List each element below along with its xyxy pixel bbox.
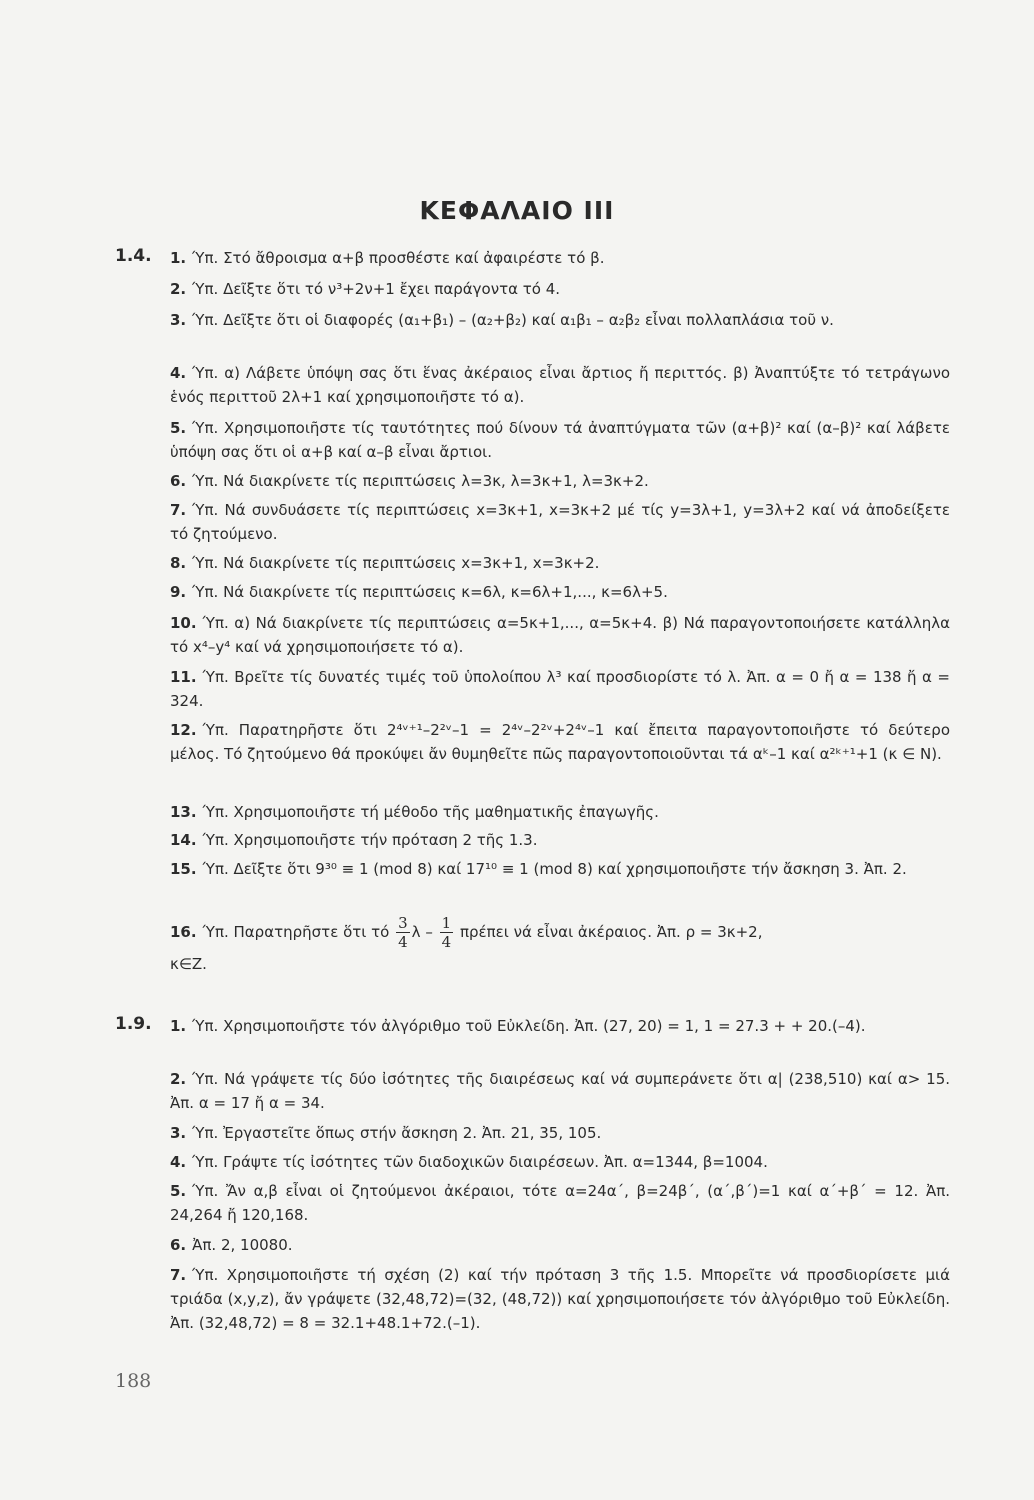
exercise-text: Ύπ. Δεῖξτε ὅτι 9³⁰ ≡ 1 (mod 8) καί 17¹⁰ ≡ 1 (mod 8) καί χρησιμοποιῆστε τήν ἄσκηση 3. Ἀπ. 2. (202, 860, 907, 878)
exercise-continuation: κ∈Ζ. (170, 955, 207, 973)
exercise-text: Ύπ. Χρησιμοποιῆστε τή μέθοδο τῆς μαθηματικῆς ἐπαγωγῆς. (202, 803, 659, 821)
exercise-text: Ύπ. Νά διακρίνετε τίς περιπτώσεις λ=3κ, λ=3κ+1, λ=3κ+2. (192, 472, 649, 490)
exercise-text: Ύπ. Γράψτε τίς ἰσότητες τῶν διαδοχικῶν διαιρέσεων. Ἀπ. α=1344, β=1004. (192, 1153, 768, 1171)
exercise-number: 11. (170, 668, 197, 686)
exercise-1-9-6 (170, 1234, 950, 1258)
exercise-1-4-10 (170, 612, 950, 660)
fraction (440, 914, 454, 951)
exercise-1-4-5 (170, 417, 950, 465)
fraction (396, 914, 410, 951)
exercise-text: Ύπ. Χρησιμοποιῆστε τήν πρόταση 2 τῆς 1.3. (202, 831, 538, 849)
exercise-1-4-1 (170, 247, 950, 271)
exercise-text: Ύπ. Παρατηρῆστε ὅτι 2⁴ᵛ⁺¹–2²ᵛ–1 = 2⁴ᵛ–2²ᵛ+2⁴ᵛ–1 καί ἔπειτα παραγοντοποιῆστε τό δεύτερο μέλος. Τό ζητούμενο θά προκύψει ἄν θυμηθεῖτε πῶς παραγοντοποιοῦνται τά αᵏ–1 καί α²ᵏ⁺¹+1 (κ ∈ Ν). (170, 721, 950, 763)
exercise-text: πρέπει νά εἶναι ἀκέραιος. Ἀπ. ρ = 3κ+2, (459, 923, 763, 941)
exercise-number: 10. (170, 614, 197, 632)
exercise-1-4-8 (170, 552, 950, 576)
exercise-number: 6. (170, 1236, 187, 1254)
exercise-number: 12. (170, 721, 197, 739)
exercise-text: Ύπ. Ἄν α,β εἶναι οἱ ζητούμενοι ἀκέραιοι, τότε α=24α΄, β=24β΄, (α΄,β΄)=1 καί α΄+β΄ = 12. Ἀπ. 24,264 ἤ 120,168. (170, 1182, 950, 1224)
exercise-text: Ύπ. Ἐργαστεῖτε ὅπως στήν ἄσκηση 2. Ἀπ. 21, 35, 105. (192, 1124, 602, 1142)
exercise-1-4-14 (170, 829, 950, 853)
exercise-text: Ύπ. Χρησιμοποιῆστε τόν ἀλγόριθμο τοῦ Εὐκλείδη. Ἀπ. (27, 20) = 1, 1 = 27.3 + + 20.(–4). (192, 1017, 866, 1035)
exercise-1-4-12 (170, 719, 950, 767)
exercise-text: Ύπ. Νά διακρίνετε τίς περιπτώσεις κ=6λ, κ=6λ+1,..., κ=6λ+5. (192, 583, 668, 601)
exercise-number: 5. (170, 419, 187, 437)
exercise-number: 1. (170, 1017, 187, 1035)
exercise-1-9-3 (170, 1122, 950, 1146)
chapter-title: ΚΕΦΑΛΑΙΟ III (419, 196, 615, 225)
exercise-1-9-5 (170, 1180, 950, 1228)
exercise-1-9-7 (170, 1264, 950, 1335)
exercise-number: 6. (170, 472, 187, 490)
math-variable: λ – (411, 923, 433, 941)
fraction-numerator: 3 (398, 914, 408, 932)
exercise-1-4-7 (170, 499, 950, 547)
exercise-text: Ύπ. Δεῖξτε ὅτι οἱ διαφορές (α₁+β₁) – (α₂+β₂) καί α₁β₁ – α₂β₂ εἶναι πολλαπλάσια τοῦ ν. (192, 311, 834, 329)
exercise-text: Ύπ. Παρατηρῆστε ὅτι τό (202, 923, 390, 941)
exercise-number: 3. (170, 311, 187, 329)
exercise-number: 9. (170, 583, 187, 601)
exercise-text: Ύπ. Δεῖξτε ὅτι τό ν³+2ν+1 ἔχει παράγοντα τό 4. (192, 280, 561, 298)
exercise-text: Ύπ. Νά διακρίνετε τίς περιπτώσεις x=3κ+1, x=3κ+2. (192, 554, 600, 572)
exercise-number: 4. (170, 364, 187, 382)
section-number-1-9: 1.9. (115, 1014, 152, 1034)
exercise-text: Ἀπ. 2, 10080. (192, 1236, 293, 1254)
exercise-text: Ύπ. Χρησιμοποιῆστε τίς ταυτότητες πού δίνουν τά ἀναπτύγματα τῶν (α+β)² καί (α–β)² καί λάβετε ὑπόψη σας ὅτι οἱ α+β καί α–β εἶναι ἄρτιοι. (170, 419, 950, 461)
exercise-1-4-16 (170, 914, 950, 977)
exercise-number: 2. (170, 280, 187, 298)
exercise-number: 7. (170, 501, 187, 519)
exercise-text: Ύπ. Στό ἄθροισμα α+β προσθέστε καί ἀφαιρέστε τό β. (192, 249, 605, 267)
exercise-number: 8. (170, 554, 187, 572)
exercise-number: 7. (170, 1266, 187, 1284)
exercise-number: 5. (170, 1182, 187, 1200)
exercise-number: 2. (170, 1070, 187, 1088)
exercise-1-4-3 (170, 309, 950, 333)
exercise-1-4-13 (170, 801, 950, 825)
exercise-1-4-11 (170, 666, 950, 714)
exercise-1-4-15 (170, 858, 950, 882)
exercise-number: 3. (170, 1124, 187, 1142)
exercise-text: Ύπ. Νά συνδυάσετε τίς περιπτώσεις x=3κ+1, x=3κ+2 μέ τίς y=3λ+1, y=3λ+2 καί νά ἀποδείξετε τό ζητούμενο. (170, 501, 950, 543)
exercise-number: 13. (170, 803, 197, 821)
section-number-1-4: 1.4. (115, 246, 152, 266)
exercise-text: Ύπ. α) Λάβετε ὑπόψη σας ὅτι ἕνας ἀκέραιος εἶναι ἄρτιος ἤ περιττός. β) Ἀναπτύξτε τό τετράγωνο ἑνός περιττοῦ 2λ+1 καί χρησιμοποιῆστε τό α). (170, 364, 950, 406)
exercise-1-9-2 (170, 1068, 950, 1116)
exercise-text: Ύπ. Νά γράψετε τίς δύο ἰσότητες τῆς διαιρέσεως καί νά συμπεράνετε ὅτι α| (238,510) καί α> 15. Ἀπ. α = 17 ἤ α = 34. (170, 1070, 950, 1112)
fraction-numerator: 1 (441, 914, 452, 932)
fraction-denominator: 4 (398, 933, 408, 951)
exercise-number: 1. (170, 249, 187, 267)
exercise-text: Ύπ. Βρεῖτε τίς δυνατές τιμές τοῦ ὑπολοίπου λ³ καί προσδιορίστε τό λ. Ἀπ. α = 0 ἤ α = 138 ἤ α = 324. (170, 668, 950, 710)
exercise-number: 4. (170, 1153, 187, 1171)
exercise-1-4-2 (170, 278, 950, 302)
exercise-1-4-6 (170, 470, 950, 494)
exercise-text: Ύπ. α) Νά διακρίνετε τίς περιπτώσεις α=5κ+1,..., α=5κ+4. β) Νά παραγοντοποιήσετε κατάλληλα τό x⁴–y⁴ καί νά χρησιμοποιήσετε τό α). (170, 614, 950, 656)
fraction-denominator: 4 (441, 933, 452, 951)
exercise-1-4-4 (170, 362, 950, 410)
page-number: 188 (115, 1370, 152, 1392)
exercise-number: 16. (170, 923, 197, 941)
exercise-1-9-1 (170, 1015, 950, 1039)
exercise-1-4-9 (170, 581, 950, 605)
exercise-1-9-4 (170, 1151, 950, 1175)
exercise-number: 14. (170, 831, 197, 849)
exercise-number: 15. (170, 860, 197, 878)
exercise-text: Ύπ. Χρησιμοποιῆστε τή σχέση (2) καί τήν πρόταση 3 τῆς 1.5. Μπορεῖτε νά προσδιορίσετε μιά τριάδα (x,y,z), ἄν γράψετε (32,48,72)=(32, (48,72)) καί χρησιμοποιήσετε τόν ἀλγόριθμο τοῦ Εὐκλείδη. Ἀπ. (32,48,72) = 8 = 32.1+48.1+72.(–1). (170, 1266, 950, 1332)
